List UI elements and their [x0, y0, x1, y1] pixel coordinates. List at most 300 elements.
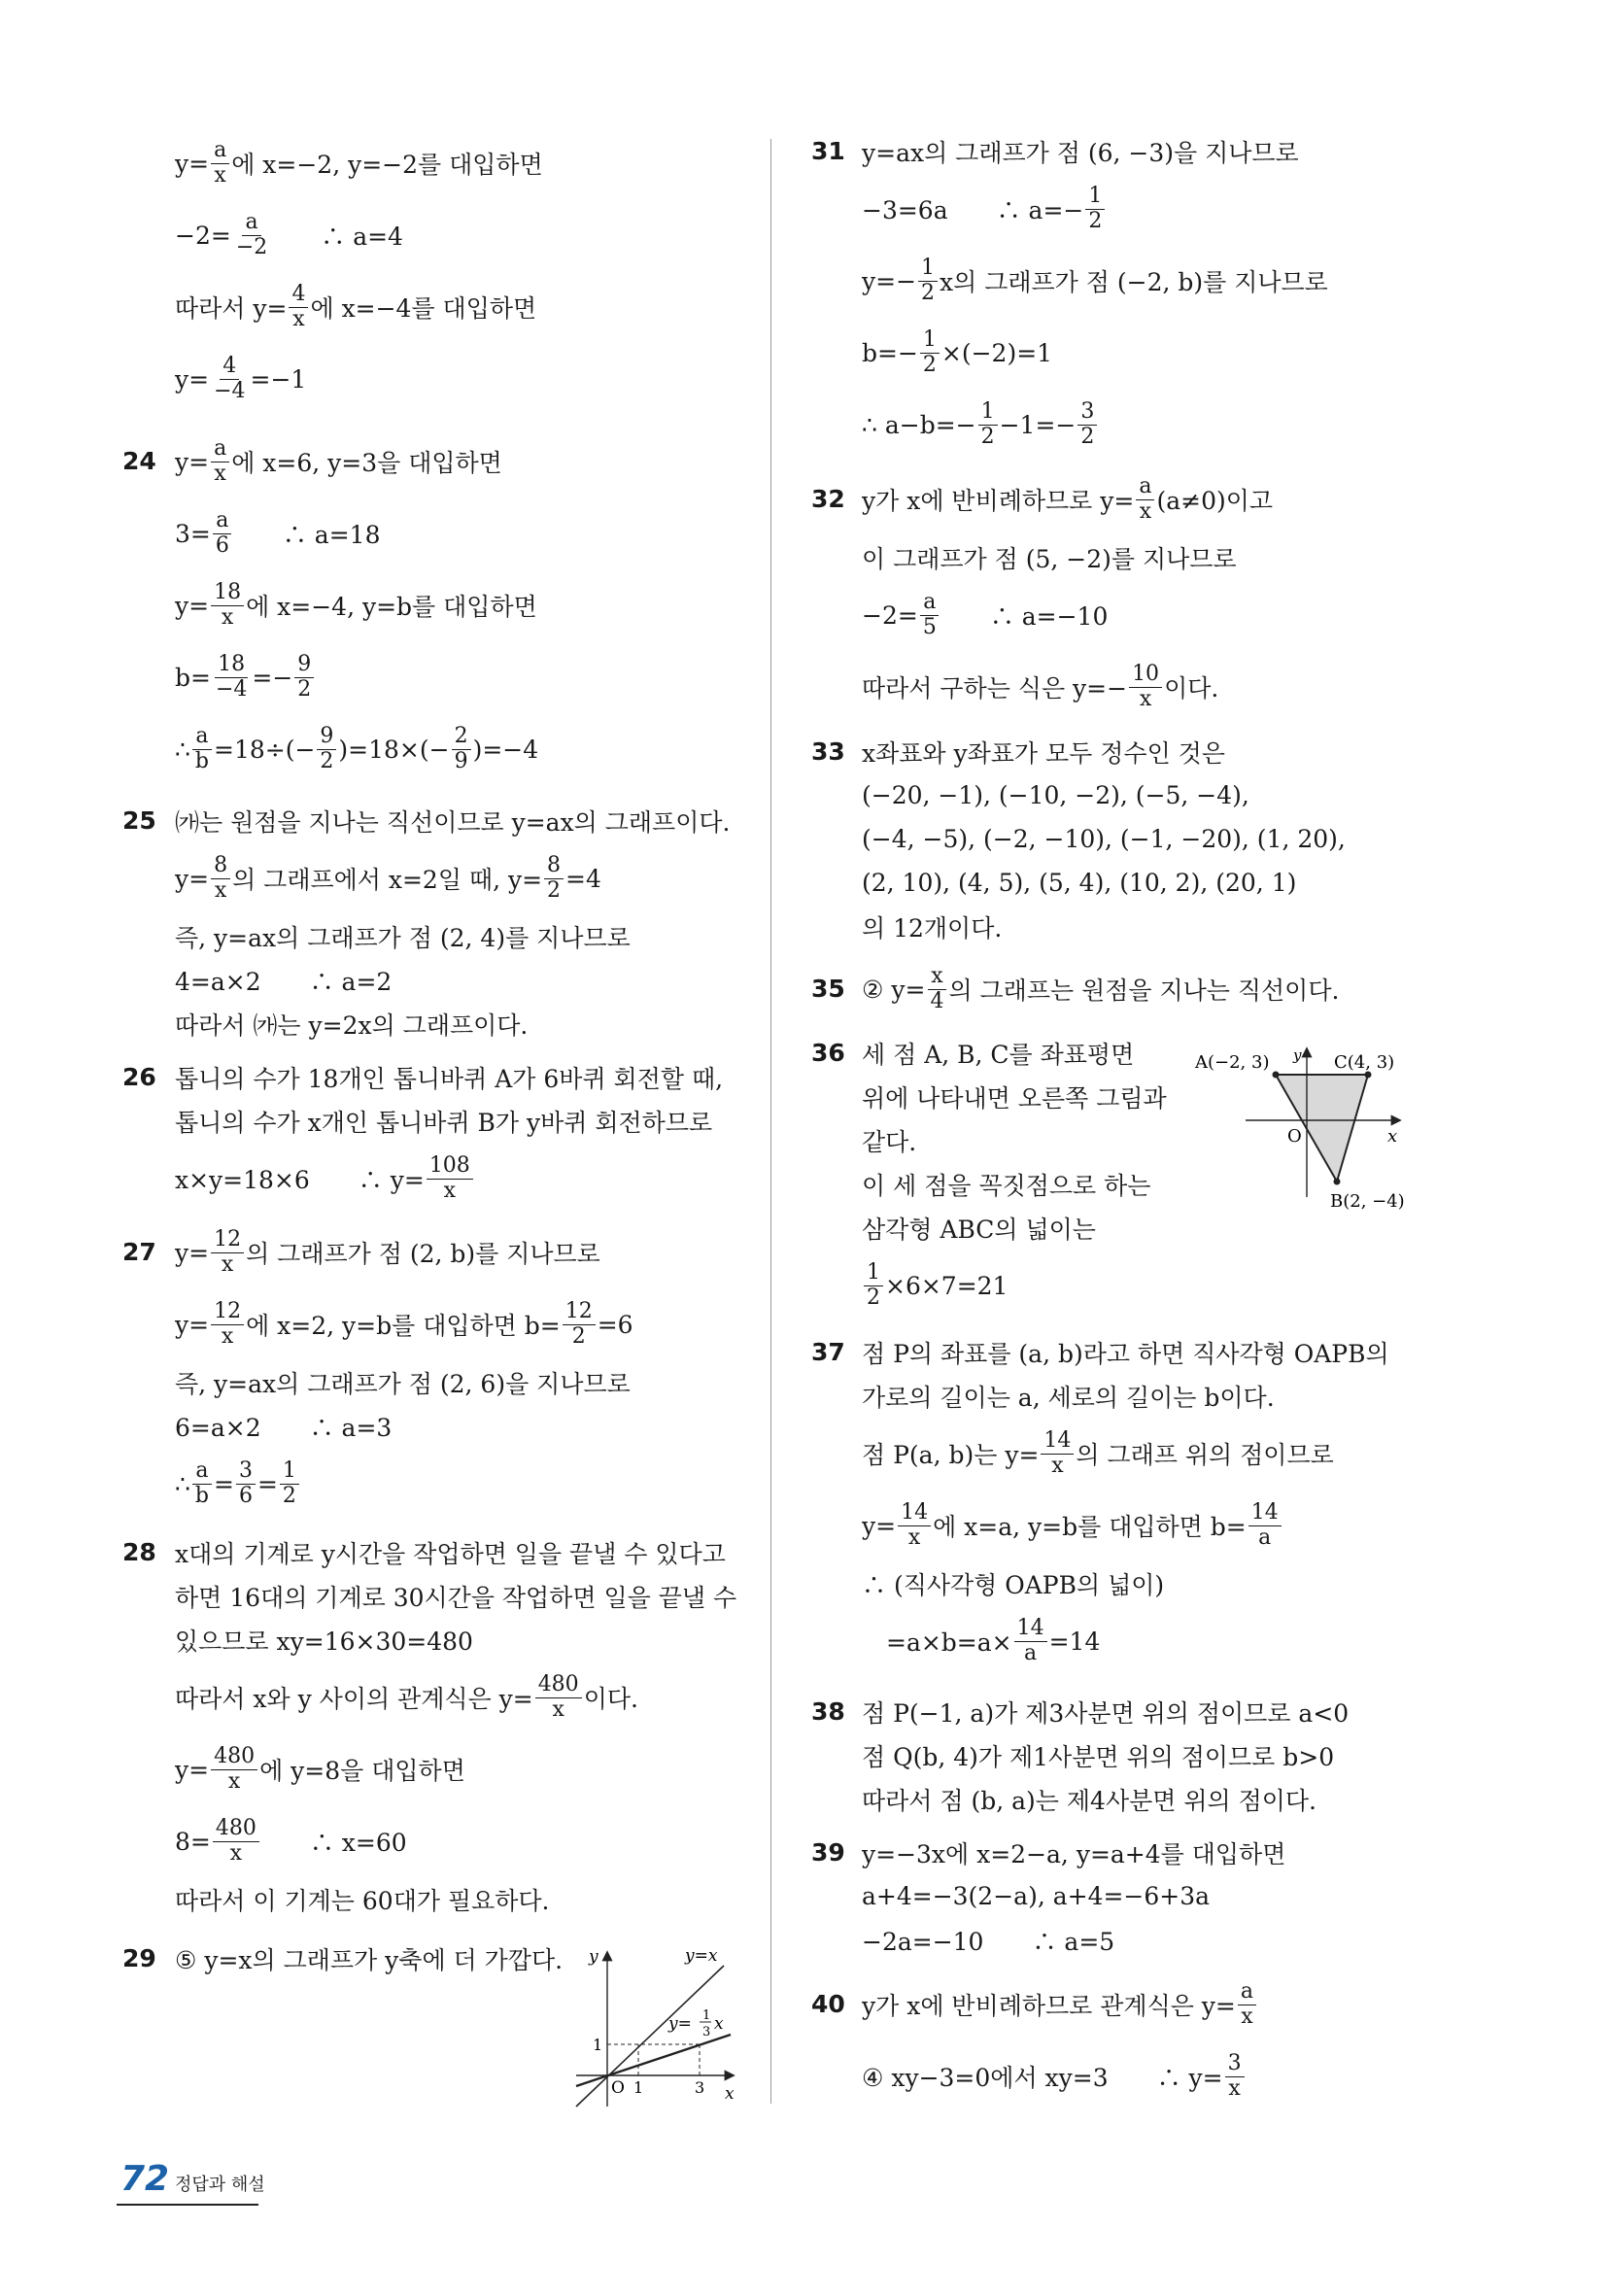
numerator: 9 — [294, 653, 314, 678]
numerator: 14 — [1014, 1617, 1047, 1642]
solution-line — [175, 1002, 730, 1045]
numerator: a — [211, 139, 229, 164]
text-segment: = — [214, 1469, 234, 1498]
solution-line — [175, 1360, 633, 1404]
solution-line — [862, 1969, 1258, 2040]
text-segment: 톱니의 수가 18개인 톱니바퀴 A가 6바퀴 회전할 때, — [175, 1064, 724, 1093]
text-segment: y= — [175, 364, 210, 394]
x-axis-label: x — [725, 2084, 735, 2104]
fraction — [1014, 1617, 1047, 1665]
fraction — [192, 725, 212, 773]
text-segment: 에 x=a, y=b를 대입하면 b= — [933, 1513, 1247, 1541]
text-segment: ×(−2)=1 — [940, 338, 1053, 367]
line2-label-suffix: x — [714, 2014, 724, 2034]
text-segment: (2, 10), (4, 5), (5, 4), (10, 2), (20, 1) — [862, 869, 1297, 897]
numerator: 1 — [920, 328, 940, 354]
solution-line — [862, 389, 1328, 461]
numerator: 3 — [1077, 400, 1097, 426]
text-segment: b= — [175, 663, 211, 692]
solution-line — [862, 173, 1328, 245]
text-segment: 가로의 길이는 a, 세로의 길이는 b이다. — [862, 1383, 1275, 1412]
solution-lines — [862, 463, 1273, 723]
denominator: −2 — [235, 234, 268, 259]
solution-lines — [862, 129, 1328, 461]
denominator: −4 — [214, 378, 246, 403]
solution-line — [175, 713, 538, 785]
fraction — [1225, 2052, 1245, 2101]
numerator: 8 — [211, 854, 230, 879]
text-segment: 6=a×2 ∴ a=3 — [175, 1413, 393, 1442]
x-axis-label: x — [1387, 1126, 1398, 1147]
problem-number: 33 — [811, 737, 845, 766]
problem-number: 36 — [811, 1039, 845, 1067]
denominator: x — [221, 604, 234, 630]
solution-line — [862, 129, 1328, 173]
text-segment: 이다. — [583, 1685, 638, 1713]
denominator: 5 — [922, 614, 937, 639]
denominator: 2 — [1080, 424, 1095, 449]
solution-lines — [862, 1330, 1389, 1677]
fraction — [427, 1154, 473, 1203]
numerator: 18 — [215, 653, 248, 678]
line2-label-denominator: 3 — [702, 2025, 711, 2039]
fraction — [544, 854, 564, 903]
solution-lines — [862, 1831, 1285, 1962]
text-segment: 점 P(−1, a)가 제3사분면 위의 점이므로 a<0 — [862, 1698, 1350, 1728]
text-segment: 이 세 점을 꼭짓점으로 하는 — [862, 1171, 1151, 1200]
solution-line — [862, 651, 1273, 723]
solution-line — [862, 730, 1346, 773]
fraction — [211, 854, 230, 903]
text-segment: ∴ — [175, 1469, 190, 1498]
fraction — [236, 1459, 256, 1508]
denominator: −4 — [215, 676, 248, 702]
text-segment: =−1 — [250, 364, 307, 394]
numerator: 1 — [1085, 185, 1105, 210]
denominator: b — [194, 748, 209, 773]
text-segment: 따라서 x와 y 사이의 관계식은 y= — [175, 1685, 533, 1713]
denominator: x — [214, 162, 226, 188]
origin-label: O — [1287, 1126, 1302, 1147]
line2-label-numerator: 1 — [702, 2008, 711, 2023]
solution-lines — [175, 1055, 723, 1215]
text-segment: y가 x에 반비례하므로 관계식은 y= — [862, 1992, 1236, 2020]
solution-line — [175, 1733, 736, 1805]
numerator: a — [242, 211, 260, 236]
denominator: 2 — [282, 1483, 296, 1508]
text-segment: ⑤ y=x의 그래프가 y축에 더 가깝다. — [175, 1945, 564, 1974]
line2-label-prefix: y= — [668, 2014, 692, 2034]
solution-line — [862, 1561, 1389, 1605]
text-segment: 같다. — [862, 1127, 917, 1156]
solution-line — [862, 1118, 1167, 1162]
text-segment: 이 그래프가 점 (5, −2)를 지나므로 — [862, 544, 1237, 573]
solution-line — [175, 1099, 723, 1143]
fraction — [1129, 663, 1162, 711]
numerator: 12 — [211, 1300, 244, 1325]
problem-number: 27 — [122, 1238, 156, 1266]
solution-line — [862, 1075, 1167, 1118]
solution-line — [175, 958, 730, 1002]
solution-lines — [175, 1936, 563, 1980]
text-segment: (a≠0)이고 — [1156, 487, 1274, 515]
denominator: x — [552, 1696, 564, 1722]
solution-line — [862, 1374, 1389, 1418]
fraction — [211, 581, 244, 630]
fraction — [213, 653, 250, 702]
solution-line — [862, 1330, 1389, 1374]
problem-number: 28 — [122, 1538, 156, 1566]
numerator: 10 — [1129, 663, 1162, 688]
solution-line — [175, 1805, 736, 1877]
solution-line — [862, 1605, 1389, 1677]
denominator: 4 — [930, 988, 944, 1013]
numerator: a — [213, 509, 231, 534]
fraction — [920, 328, 940, 377]
denominator: 2 — [571, 1323, 586, 1349]
text-segment: 따라서 이 기계는 60대가 필요하다. — [175, 1886, 550, 1915]
denominator: x — [221, 1323, 234, 1349]
numerator: 14 — [898, 1501, 931, 1526]
solution-line — [175, 1448, 633, 1520]
problem-35 — [811, 953, 1339, 1025]
denominator: 2 — [980, 424, 995, 449]
fraction — [1248, 1501, 1282, 1550]
solution-line — [862, 535, 1273, 579]
numerator: 14 — [1248, 1501, 1282, 1526]
fraction — [213, 509, 232, 558]
solution-line — [175, 799, 730, 842]
fraction — [535, 1673, 582, 1722]
solution-line — [862, 1733, 1349, 1777]
fraction — [1136, 475, 1154, 524]
text-segment: 의 12개이다. — [862, 913, 1003, 942]
numerator: 480 — [213, 1817, 259, 1842]
text-segment: 의 그래프에서 x=2일 때, y= — [232, 866, 543, 894]
text-segment: y= — [175, 864, 210, 893]
text-segment: ×6×7=21 — [885, 1271, 1009, 1300]
numerator: 1 — [864, 1261, 883, 1286]
solution-lines — [862, 730, 1346, 948]
solution-line — [175, 1530, 736, 1574]
text-segment: 따라서 y= — [175, 294, 288, 323]
solution-line — [862, 579, 1273, 651]
denominator: 2 — [922, 352, 937, 377]
figure-29-graph — [564, 1938, 748, 2118]
denominator: 9 — [454, 748, 468, 773]
numerator: 1 — [918, 257, 938, 282]
text-segment: 점 P(a, b)는 y= — [862, 1441, 1040, 1469]
numerator: a — [1238, 1980, 1256, 2005]
denominator: x — [227, 1768, 241, 1794]
problem-32 — [811, 463, 1273, 723]
denominator: 2 — [297, 676, 312, 702]
text-segment: 톱니의 수가 x개인 톱니바퀴 B가 y바퀴 회전하므로 — [175, 1108, 713, 1137]
solution-line — [175, 1662, 736, 1733]
solution-lines — [175, 1217, 633, 1520]
solution-line — [862, 1777, 1349, 1821]
tick-x3: 3 — [695, 2078, 705, 2097]
numerator: a — [211, 437, 229, 463]
text-segment: 에 x=−4를 대입하면 — [310, 294, 537, 323]
numerator: 480 — [535, 1673, 582, 1698]
text-segment: 8= — [175, 1827, 211, 1856]
fraction — [211, 1745, 257, 1794]
numerator: 4 — [289, 283, 308, 308]
text-segment: 즉, y=ax의 그래프가 점 (2, 4)를 지나므로 — [175, 923, 631, 952]
solution-line — [175, 1217, 633, 1288]
solution-line — [175, 127, 543, 199]
text-segment: y=−3x에 x=2−a, y=a+4를 대입하면 — [862, 1839, 1286, 1868]
solution-lines — [175, 426, 538, 785]
text-segment: −3=6a ∴ a=− — [862, 196, 1084, 224]
problem-29 — [122, 1936, 563, 1980]
problem-25 — [122, 799, 730, 1045]
numerator: 18 — [211, 581, 244, 606]
denominator: x — [443, 1178, 457, 1203]
solution-line — [862, 1206, 1167, 1250]
denominator: 2 — [320, 748, 334, 773]
solution-line — [175, 271, 543, 343]
denominator: b — [194, 1483, 209, 1508]
problem-31 — [811, 129, 1328, 461]
solution-line — [175, 842, 730, 914]
point-b — [1334, 1179, 1341, 1185]
text-segment: =− — [252, 663, 293, 692]
text-segment: x의 그래프가 점 (−2, b)를 지나므로 — [940, 268, 1328, 296]
solution-line — [862, 1418, 1389, 1490]
origin-label: O — [611, 2078, 625, 2098]
text-segment: y=ax의 그래프가 점 (6, −3)을 지나므로 — [862, 138, 1299, 167]
solution-lines — [862, 953, 1339, 1025]
problem-37 — [811, 1330, 1389, 1677]
denominator: x — [221, 1251, 234, 1277]
fraction — [927, 965, 946, 1013]
point-a-label: A(−2, 3) — [1195, 1052, 1270, 1073]
text-segment: ∴ (직사각형 OAPB의 넓이) — [862, 1570, 1165, 1599]
fraction — [1085, 185, 1105, 233]
text-segment: 의 그래프가 점 (2, b)를 지나므로 — [246, 1240, 600, 1268]
text-segment: y= — [175, 1238, 210, 1267]
text-segment: (−20, −1), (−10, −2), (−5, −4), — [862, 781, 1249, 809]
text-segment: ㈎는 원점을 지나는 직선이므로 y=ax의 그래프이다. — [175, 807, 731, 837]
solution-line — [175, 1574, 736, 1618]
tick-y1: 1 — [593, 2036, 603, 2054]
denominator: x — [1051, 1453, 1064, 1478]
problem-number: 32 — [811, 485, 845, 513]
text-segment: 4=a×2 ∴ a=2 — [175, 967, 393, 996]
fraction — [864, 1261, 883, 1310]
solution-line — [175, 1618, 736, 1662]
text-segment: y가 x에 반비례하므로 y= — [862, 487, 1135, 515]
problem-40 — [811, 1969, 1258, 2112]
solution-line — [862, 463, 1273, 535]
footer-label: 정답과 해설 — [175, 2175, 265, 2195]
fraction — [294, 653, 314, 702]
fraction — [1041, 1429, 1074, 1478]
denominator: x — [292, 306, 305, 331]
solution-line — [175, 914, 730, 958]
text-segment: 하면 16대의 기계로 30시간을 작업하면 일을 끝낼 수 — [175, 1583, 737, 1612]
fraction — [920, 591, 940, 639]
fraction — [289, 283, 308, 331]
text-segment: a+4=−3(2−a), a+4=−6+3a — [862, 1882, 1211, 1910]
text-segment: ④ xy−3=0에서 xy=3 ∴ y= — [862, 2064, 1223, 2092]
text-segment: 점 Q(b, 4)가 제1사분면 위의 점이므로 b>0 — [862, 1742, 1335, 1771]
problem-number: 39 — [811, 1838, 845, 1867]
problem-24 — [122, 426, 538, 785]
text-segment: x좌표와 y좌표가 모두 정수인 것은 — [862, 738, 1225, 768]
fraction — [1238, 1980, 1256, 2029]
solution-lines — [862, 1031, 1167, 1321]
denominator: x — [229, 1840, 243, 1866]
text-segment: =14 — [1048, 1627, 1101, 1656]
denominator: 2 — [867, 1285, 880, 1310]
solution-line — [175, 1288, 633, 1360]
text-segment: 점 P의 좌표를 (a, b)라고 하면 직사각형 OAPB의 — [862, 1339, 1389, 1368]
problem-number: 26 — [122, 1063, 156, 1091]
problem-number: 31 — [811, 137, 845, 165]
denominator: x — [1241, 2004, 1253, 2029]
point-b-label: B(2, −4) — [1330, 1191, 1405, 1212]
solution-lines — [862, 1969, 1258, 2112]
fraction — [233, 211, 270, 259]
numerator: 3 — [1225, 2052, 1245, 2077]
solution-line — [862, 1250, 1167, 1321]
numerator: 4 — [220, 355, 239, 380]
text-segment: ∴ a=−10 — [940, 602, 1109, 631]
text-segment: −2= — [175, 221, 231, 250]
text-segment: y= — [175, 1755, 210, 1784]
text-segment: b=− — [862, 338, 918, 367]
solution-line — [862, 1490, 1389, 1561]
text-segment: =6 — [597, 1310, 633, 1339]
solution-line — [862, 1874, 1285, 1918]
text-segment: 에 y=8을 대입하면 — [259, 1757, 465, 1785]
text-segment: y= — [175, 149, 210, 178]
solution-line — [862, 2040, 1258, 2112]
text-segment: 세 점 A, B, C를 좌표평면 — [862, 1040, 1135, 1069]
text-segment: −2= — [862, 600, 918, 630]
solution-line — [175, 343, 543, 415]
numerator: 1 — [280, 1459, 299, 1485]
text-segment: 의 그래프 위의 점이므로 — [1076, 1441, 1334, 1469]
numerator: 12 — [211, 1228, 244, 1253]
text-segment: 삼각형 ABC의 넓이는 — [862, 1215, 1096, 1244]
problem-27 — [122, 1217, 633, 1520]
solution-line — [175, 497, 538, 569]
numerator: 480 — [211, 1745, 257, 1770]
numerator: a — [192, 1459, 211, 1485]
text-segment: 에 x=2, y=b를 대입하면 b= — [246, 1312, 561, 1340]
numerator: a — [192, 725, 211, 750]
solution-line — [862, 1031, 1167, 1075]
denominator: 2 — [921, 280, 936, 305]
solution-line — [175, 199, 543, 271]
fraction — [211, 1228, 244, 1277]
fraction — [563, 1300, 596, 1349]
problem-28 — [122, 1530, 736, 1921]
text-segment: x×y=18×6 ∴ y= — [175, 1166, 425, 1194]
solution-line — [862, 1918, 1285, 1962]
text-segment: 에 x=−4, y=b를 대입하면 — [246, 593, 537, 621]
y-axis-label: y — [589, 1947, 598, 1967]
numerator: 9 — [317, 725, 336, 750]
footer-rule — [117, 2204, 258, 2206]
denominator: x — [1139, 686, 1152, 711]
fraction — [452, 725, 471, 773]
fraction — [211, 355, 248, 403]
text-segment: =18÷(− — [214, 735, 316, 764]
numerator: a — [920, 591, 939, 616]
fraction — [192, 1459, 212, 1508]
denominator: a — [1024, 1640, 1038, 1665]
text-segment: −1=− — [999, 410, 1077, 439]
text-segment: =4 — [565, 864, 601, 893]
numerator: 2 — [452, 725, 471, 750]
fraction — [978, 400, 998, 449]
solution-line — [862, 817, 1346, 861]
text-segment: 있으므로 xy=16×30=480 — [175, 1627, 473, 1656]
problem-number: 25 — [122, 806, 156, 835]
text-segment: ∴ a=4 — [272, 223, 403, 251]
solution-line — [862, 773, 1346, 817]
denominator: 6 — [215, 532, 229, 558]
solution-line — [175, 569, 538, 641]
problem-26 — [122, 1055, 723, 1215]
numerator: 108 — [427, 1154, 473, 1180]
numerator: a — [1136, 475, 1154, 500]
numerator: 1 — [978, 400, 998, 426]
problem-39 — [811, 1831, 1285, 1962]
solution-lines — [175, 799, 730, 1045]
text-segment: (−4, −5), (−2, −10), (−1, −20), (1, 20), — [862, 825, 1346, 853]
fraction — [211, 437, 229, 486]
text-segment: =a×b=a× — [862, 1628, 1012, 1657]
denominator: 2 — [547, 877, 562, 903]
text-segment: 위에 나타내면 오른쪽 그림과 — [862, 1083, 1167, 1113]
fraction — [211, 139, 229, 188]
problem-36 — [811, 1031, 1167, 1321]
text-segment: ∴ a=18 — [233, 521, 381, 549]
solution-line — [862, 953, 1339, 1025]
problem-number: 40 — [811, 1990, 845, 2018]
numerator: x — [928, 965, 945, 990]
problem-33 — [811, 730, 1346, 948]
denominator: x — [214, 461, 226, 486]
text-segment: y= — [175, 1310, 210, 1339]
fraction — [280, 1459, 299, 1508]
solution-lines — [175, 127, 543, 415]
solution-line — [175, 1877, 736, 1921]
text-segment: y= — [175, 591, 210, 620]
solution-line — [175, 1404, 633, 1448]
text-segment: 따라서 점 (b, a)는 제4사분면 위의 점이다. — [862, 1786, 1316, 1815]
solution-line — [175, 426, 538, 497]
fraction — [317, 725, 336, 773]
text-segment: 이다. — [1164, 674, 1219, 703]
fraction — [918, 257, 938, 305]
text-segment: y=− — [862, 266, 917, 295]
text-segment: 따라서 구하는 식은 y=− — [862, 674, 1128, 703]
problem-number: 37 — [811, 1338, 845, 1366]
text-segment: y= — [862, 1511, 897, 1540]
tick-x1: 1 — [633, 2078, 644, 2097]
column-divider — [770, 139, 771, 2104]
solution-lines — [175, 1530, 736, 1921]
text-segment: 따라서 ㈎는 y=2x의 그래프이다. — [175, 1011, 529, 1040]
page-number: 72 — [120, 2159, 170, 2199]
